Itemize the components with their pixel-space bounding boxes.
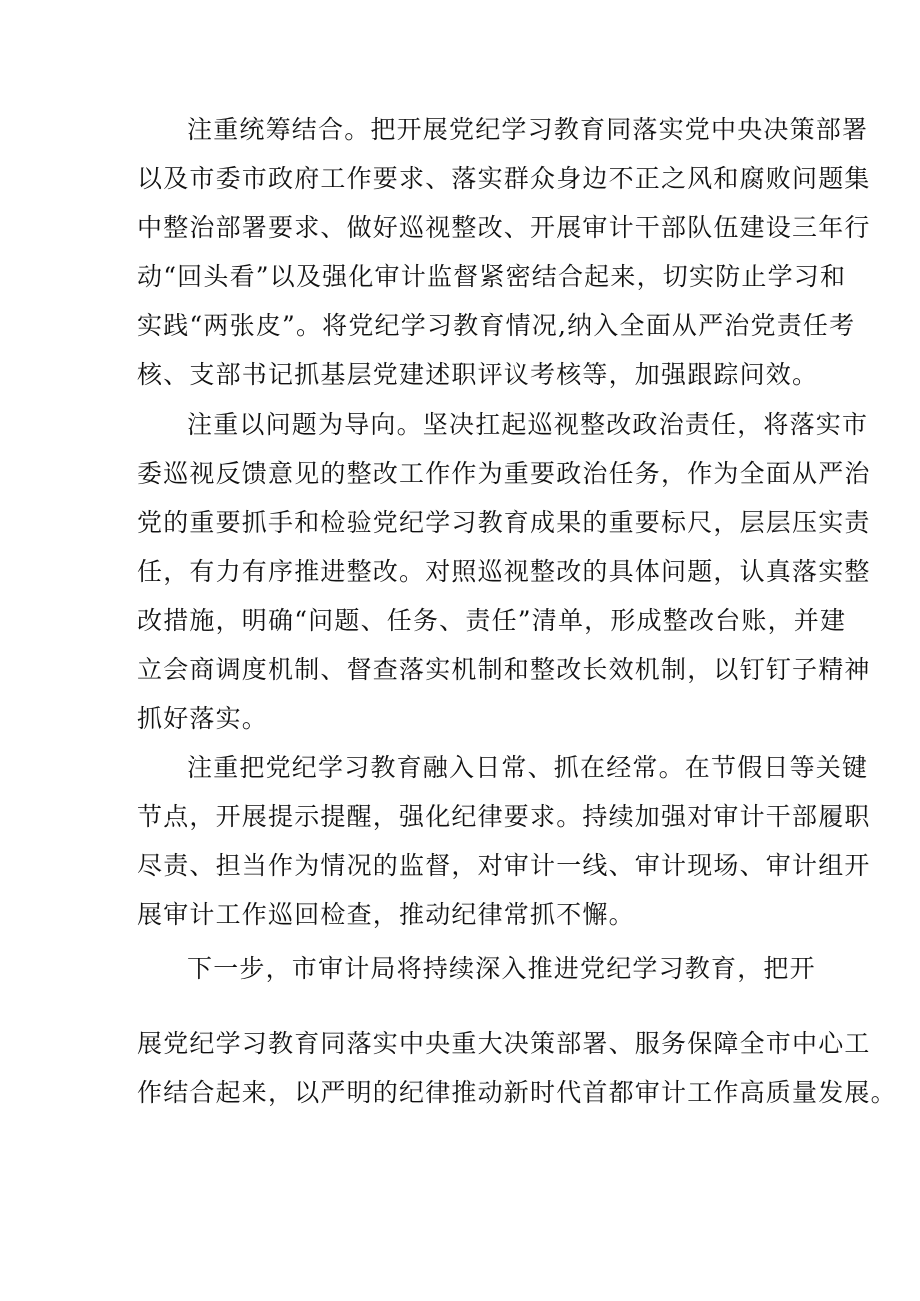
paragraph-2-line-6: 立会商调度机制、督查落实机制和整改长效机制，以钉钉子精神 <box>137 655 871 684</box>
paragraph-2-line-3: 党的重要抓手和检验党纪学习教育成果的重要标尺，层层压实责 <box>137 508 871 537</box>
paragraph-1-line-1: 注重统筹结合。把开展党纪学习教育同落实党中央决策部署 <box>187 115 869 144</box>
paragraph-2-line-1: 注重以问题为导向。坚决扛起巡视整改政治责任，将落实市 <box>187 410 869 439</box>
paragraph-3-line-1: 注重把党纪学习教育融入日常、抓在经常。在节假日等关键 <box>187 753 869 782</box>
paragraph-2-line-5: 改措施，明确“问题、任务、责任”清单，形成整改台账，并建 <box>137 606 847 635</box>
paragraph-2-line-2: 委巡视反馈意见的整改工作作为重要政治任务，作为全面从严治 <box>137 459 871 488</box>
paragraph-1-line-6: 核、支部书记抓基层党建述职评议考核等，加强跟踪问效。 <box>137 360 819 389</box>
paragraph-2-line-4: 任，有力有序推进整改。对照巡视整改的具体问题，认真落实整 <box>137 557 871 586</box>
paragraph-3-line-3: 尽责、担当作为情况的监督，对审计一线、审计现场、审计组开 <box>137 851 871 880</box>
paragraph-4-line-2: 展党纪学习教育同落实中央重大决策部署、服务保障全市中心工 <box>137 1029 871 1058</box>
paragraph-4-line-3: 作结合起来，以严明的纪律推动新时代首都审计工作高质量发展。 <box>137 1078 897 1107</box>
paragraph-1-line-2: 以及市委市政府工作要求、落实群众身边不正之风和腐败问题集 <box>137 164 871 193</box>
paragraph-1-line-4: 动“回头看”以及强化审计监督紧密结合起来，切实防止学习和 <box>137 262 847 291</box>
paragraph-3-line-4: 展审计工作巡回检查，推动纪律常抓不懈。 <box>137 900 635 929</box>
paragraph-2-line-7: 抓好落实。 <box>137 704 269 733</box>
paragraph-4-line-1: 下一步，市审计局将持续深入推进党纪学习教育，把开 <box>187 954 816 983</box>
paragraph-1-line-3: 中整治部署要求、做好巡视整改、开展审计干部队伍建设三年行 <box>137 213 871 242</box>
paragraph-3-line-2: 节点，开展提示提醒，强化纪律要求。持续加强对审计干部履职 <box>137 802 871 831</box>
paragraph-1-line-5: 实践“两张皮”。将党纪学习教育情况,纳入全面从严治党责任考 <box>137 311 856 340</box>
